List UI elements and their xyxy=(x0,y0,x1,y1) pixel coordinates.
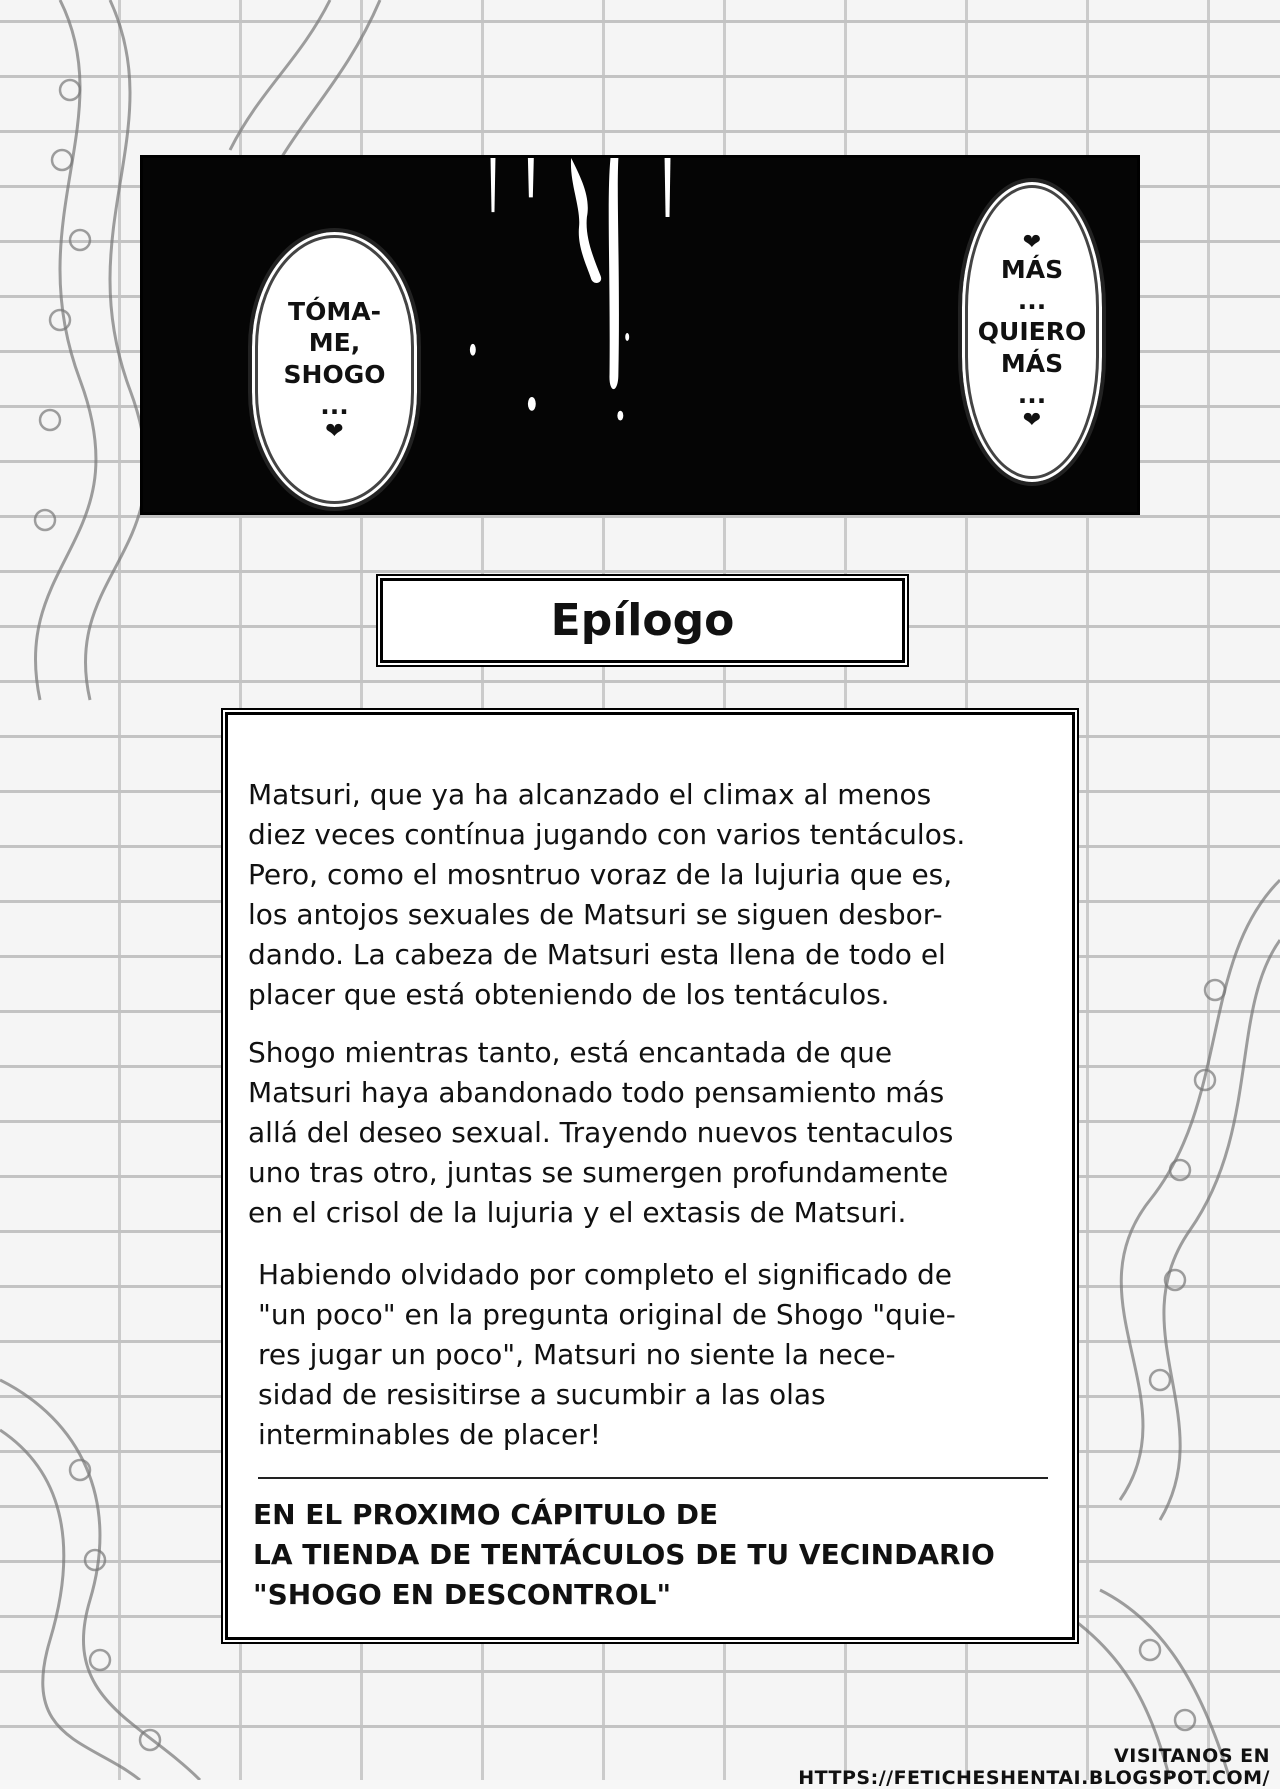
speech-bubble-left xyxy=(248,228,421,511)
bubble-line: ME, xyxy=(308,328,361,358)
paragraph-2: Shogo mientras tanto, está encantada de que Matsuri haya abandonado todo pensamiento más allá del deseo sexual. Trayendo nuevos tentaculos uno tras otro, juntas se sumergen profundamente en el crisol de la lujuria y el extasis de Matsuri. xyxy=(248,1036,954,1229)
bubble-line: SHOGO xyxy=(283,359,386,389)
next-chapter-line: EN EL PROXIMO CÁPITULO DE xyxy=(253,1498,719,1531)
heart-icon: ❤ xyxy=(1022,408,1042,434)
next-chapter-announcement xyxy=(253,1495,1063,1615)
speech-bubble-right xyxy=(958,178,1106,486)
paragraph-1: Matsuri, que ya ha alcanzado el climax al menos diez veces contínua jugando con varios tentáculos. Pero, como el mosntruo voraz de la lujuria que es, los antojos sexuales de Matsuri se siguen desbor- dando. La cabeza de Matsuri esta llena de todo el placer que está obteniendo de los tentáculos. xyxy=(248,778,966,1011)
next-chapter-title: "SHOGO EN DESCONTROL" xyxy=(253,1578,672,1611)
heart-icon: ❤ xyxy=(1022,229,1042,255)
footer-credit: VISITANOS EN HTTPS://FETICHESHENTAI.BLOGSPOT.COM/ xyxy=(798,1745,1270,1789)
bubble-line: TÓMA- xyxy=(288,297,381,326)
heart-icon: ❤ xyxy=(325,419,344,444)
paragraph-3: Habiendo olvidado por completo el significado de "un poco" en la pregunta original de Shogo "quie- res jugar un poco", Matsuri no siente la nece- sidad de resisitirse a sucumbir a las olas interminables de placer! xyxy=(258,1258,956,1451)
bubble-line: ... xyxy=(1017,379,1047,409)
epilogue-text-box xyxy=(225,712,1075,1640)
bubble-line: QUIERO xyxy=(977,317,1087,347)
black-manga-panel xyxy=(140,155,1140,515)
bubble-line: ... xyxy=(320,390,349,420)
divider xyxy=(258,1477,1048,1479)
epilogue-title: Epílogo xyxy=(380,578,905,663)
bubble-line: MÁS xyxy=(1000,254,1064,284)
bubble-line: MÁS xyxy=(1000,348,1064,378)
next-chapter-line: LA TIENDA DE TENTÁCULOS DE TU VECINDARIO xyxy=(253,1538,995,1571)
bubble-line: ... xyxy=(1017,286,1047,316)
